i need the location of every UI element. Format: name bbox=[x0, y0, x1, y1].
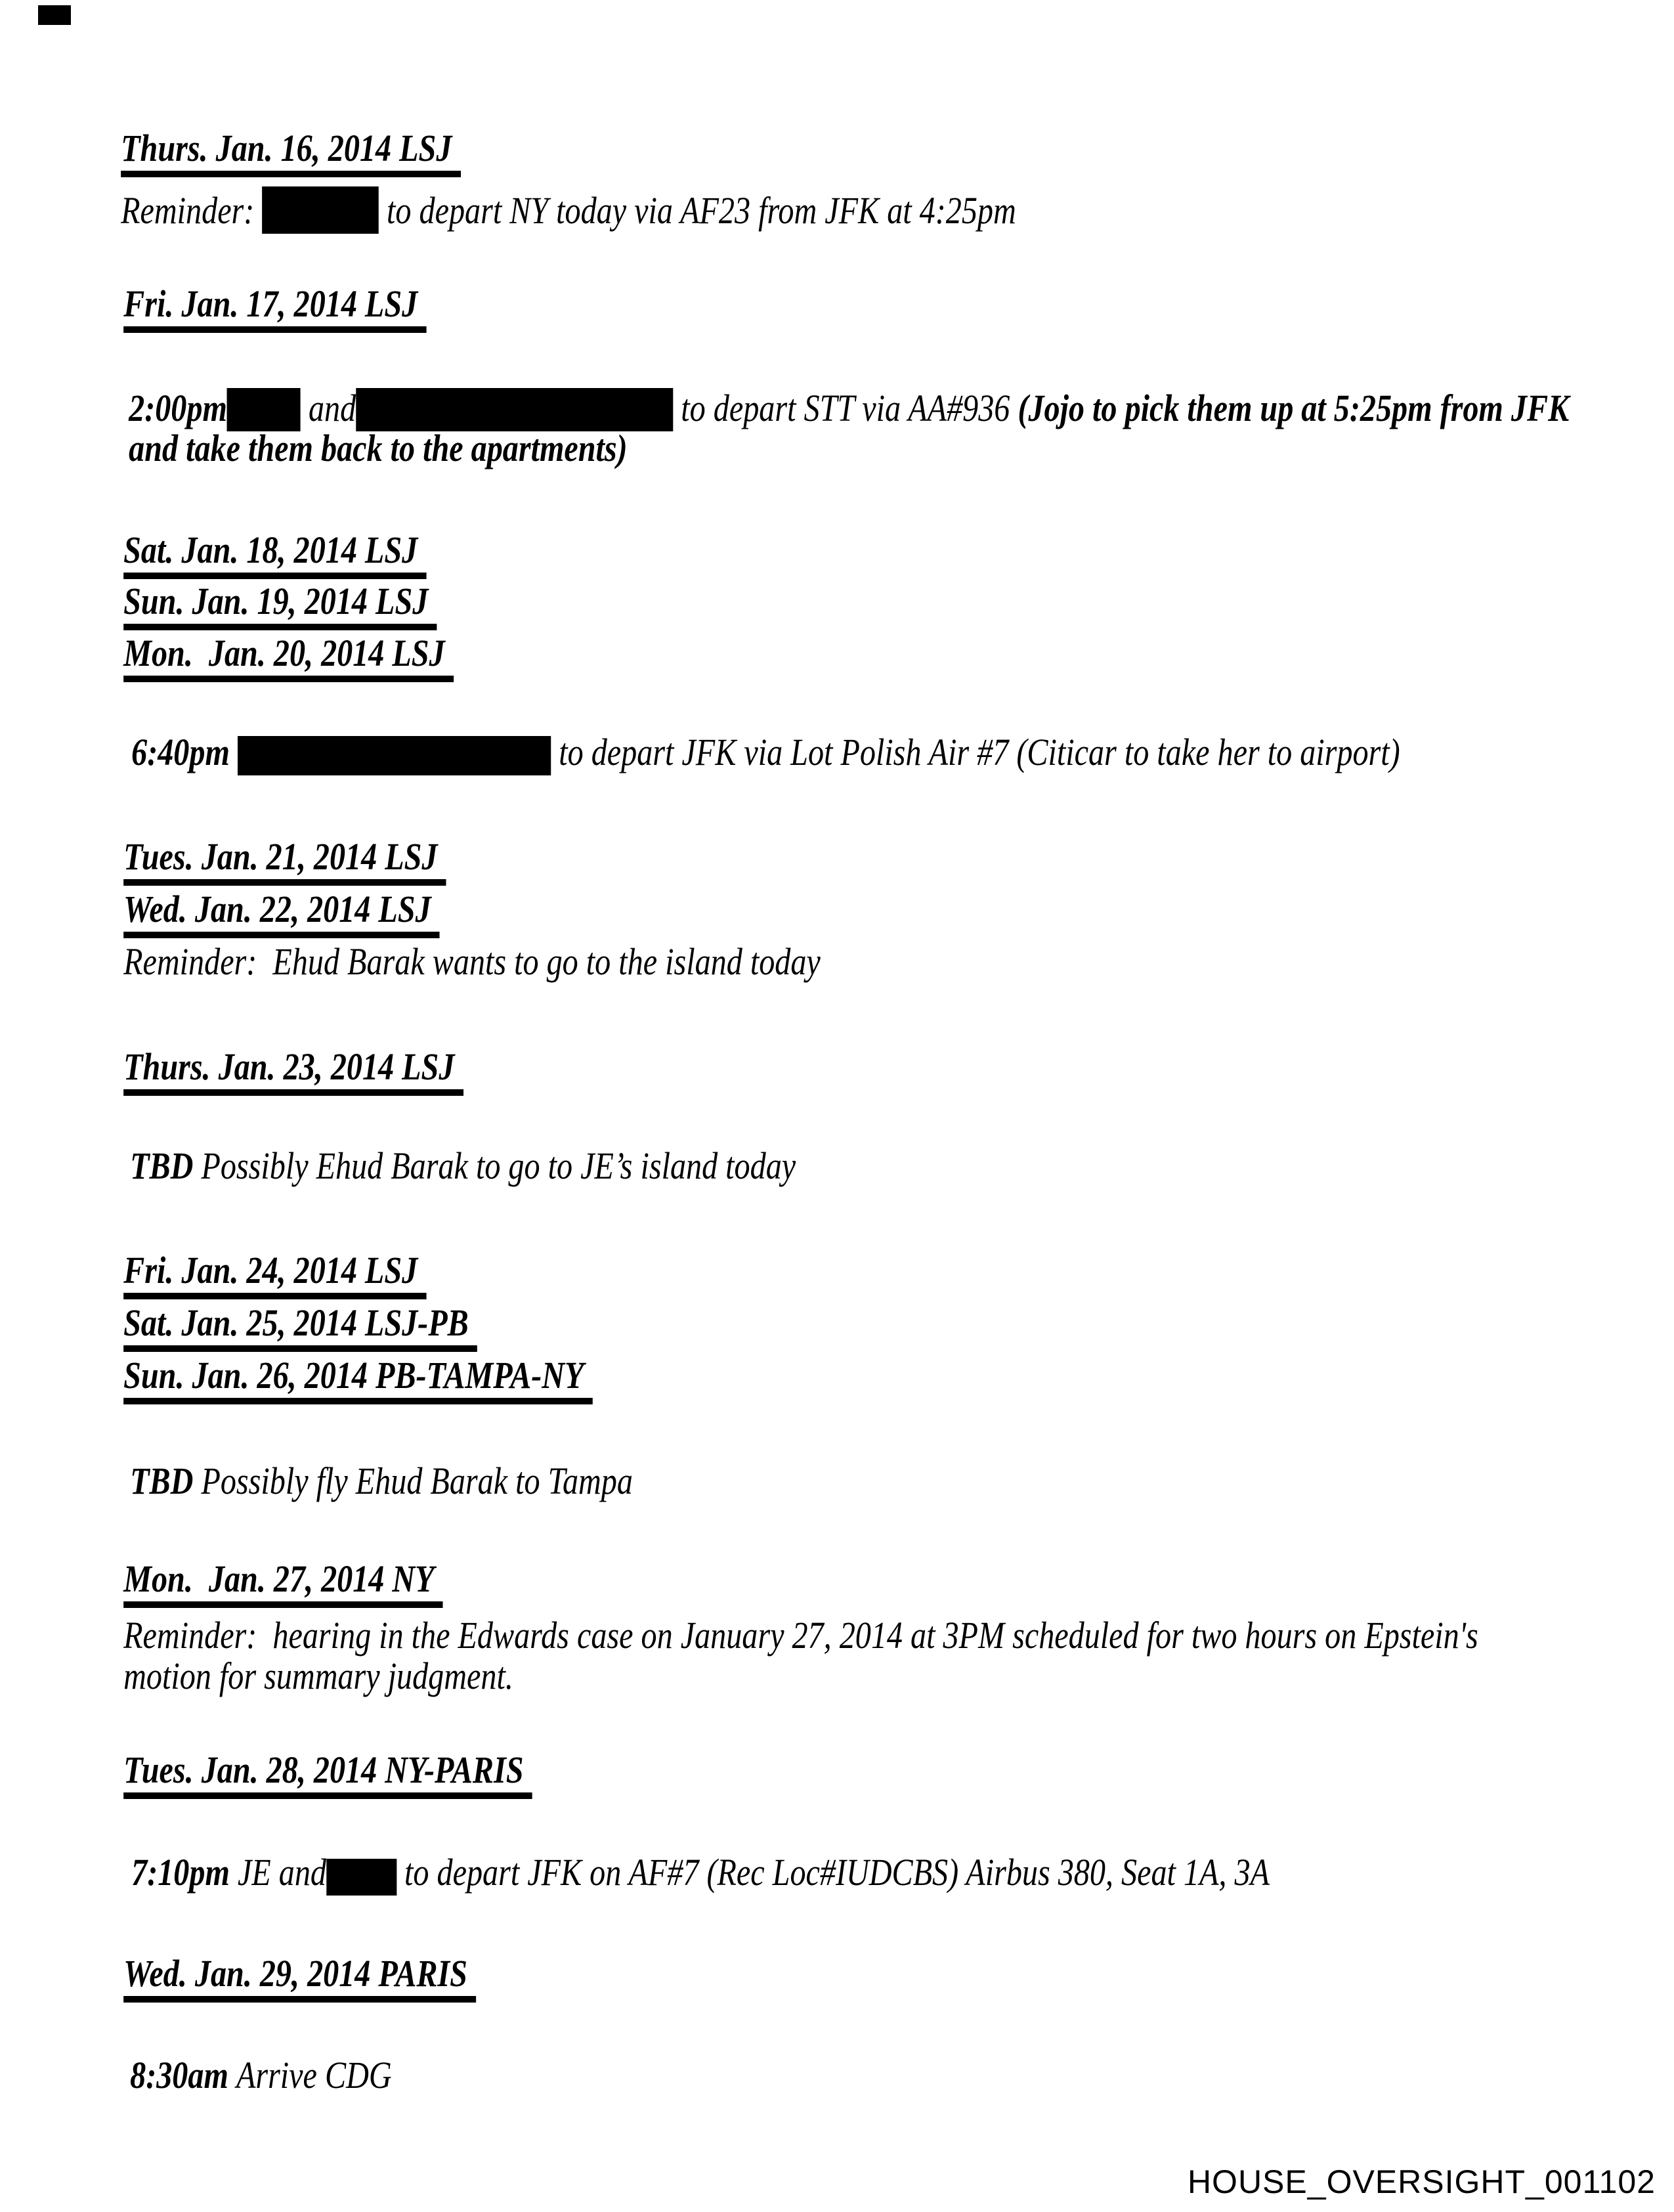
date-heading-text: Fri. Jan. 17, 2014 LSJ bbox=[123, 285, 426, 333]
footer-bates-number: HOUSE_OVERSIGHT_001102 bbox=[1187, 2163, 1656, 2200]
date-heading-text: Tues. Jan. 21, 2014 LSJ bbox=[123, 838, 446, 886]
entry-jan-28-710pm bbox=[100, 1815, 1270, 1934]
entry-text: to depart JFK on AF#7 (Rec Loc#IUDCBS) Airbus 380, Seat 1A, 3A bbox=[397, 1851, 1270, 1894]
entry-jan-23-tbd bbox=[98, 1109, 796, 1223]
scan-artifact-mark bbox=[38, 5, 71, 25]
entry-text: to depart NY today via AF23 from JFK at 4:25pm bbox=[378, 189, 1016, 232]
date-heading-text: Mon. Jan. 20, 2014 LSJ bbox=[123, 634, 454, 682]
date-heading-text: Sat. Jan. 18, 2014 LSJ bbox=[123, 531, 426, 579]
entry-text: to depart JFK via Lot Polish Air #7 (Citicar to take her to airport) bbox=[551, 731, 1400, 773]
entry-text-bold: and take them back to the apartments) bbox=[129, 427, 628, 469]
date-heading-text: Tues. Jan. 28, 2014 NY-PARIS bbox=[123, 1751, 532, 1799]
tbd-label: TBD bbox=[130, 1460, 202, 1502]
entry-jan-17-200pm-line2 bbox=[97, 391, 628, 506]
entry-text: and bbox=[300, 387, 356, 429]
date-heading-text: Sun. Jan. 19, 2014 LSJ bbox=[123, 582, 437, 630]
tbd-label: TBD bbox=[130, 1144, 202, 1187]
redaction-box bbox=[262, 186, 379, 234]
time-label: 8:30am bbox=[130, 2054, 236, 2096]
date-heading-text: Thurs. Jan. 23, 2014 LSJ bbox=[123, 1048, 463, 1096]
entry-text: motion for summary judgment. bbox=[123, 1655, 513, 1697]
entry-jan-20-640pm bbox=[100, 695, 1400, 813]
entry-jan-22-reminder bbox=[92, 905, 821, 1019]
entry-text: Possibly Ehud Barak to go to JE’s island today bbox=[201, 1144, 796, 1187]
time-label: 2:00pm bbox=[129, 387, 227, 429]
date-heading-text: Sat. Jan. 25, 2014 LSJ-PB bbox=[123, 1304, 477, 1352]
entry-jan-29-830am bbox=[98, 2018, 392, 2133]
date-heading-text: Wed. Jan. 22, 2014 LSJ bbox=[123, 890, 440, 938]
reminder-label: Reminder: bbox=[121, 189, 263, 232]
date-heading-text: Sun. Jan. 26, 2014 PB-TAMPA-NY bbox=[123, 1356, 593, 1404]
entry-text: to depart STT via AA#936 bbox=[673, 387, 1018, 429]
date-heading-text: Thurs. Jan. 16, 2014 LSJ bbox=[121, 129, 461, 177]
entry-text: JE and bbox=[237, 1851, 326, 1894]
time-label: 7:10pm bbox=[131, 1851, 238, 1894]
entry-text: Arrive CDG bbox=[236, 2054, 392, 2096]
entry-text: Possibly fly Ehud Barak to Tampa bbox=[201, 1460, 633, 1502]
entry-text-bold: (Jojo to pick them up at 5:25pm from JFK bbox=[1018, 387, 1570, 429]
redaction-box bbox=[326, 1859, 397, 1896]
redaction-box bbox=[238, 736, 551, 775]
date-heading-text: Wed. Jan. 29, 2014 PARIS bbox=[123, 1955, 476, 2003]
entry-jan-26-tbd bbox=[98, 1424, 633, 1538]
entry-text: Reminder: hearing in the Edwards case on January 27, 2014 at 3PM scheduled for two hours on Epstein's bbox=[123, 1614, 1478, 1657]
date-heading-text: Fri. Jan. 24, 2014 LSJ bbox=[123, 1251, 426, 1299]
date-heading-text: Mon. Jan. 27, 2014 NY bbox=[123, 1560, 443, 1608]
entry-text: Reminder: Ehud Barak wants to go to the island today bbox=[123, 940, 821, 983]
time-label: 6:40pm bbox=[131, 731, 238, 773]
